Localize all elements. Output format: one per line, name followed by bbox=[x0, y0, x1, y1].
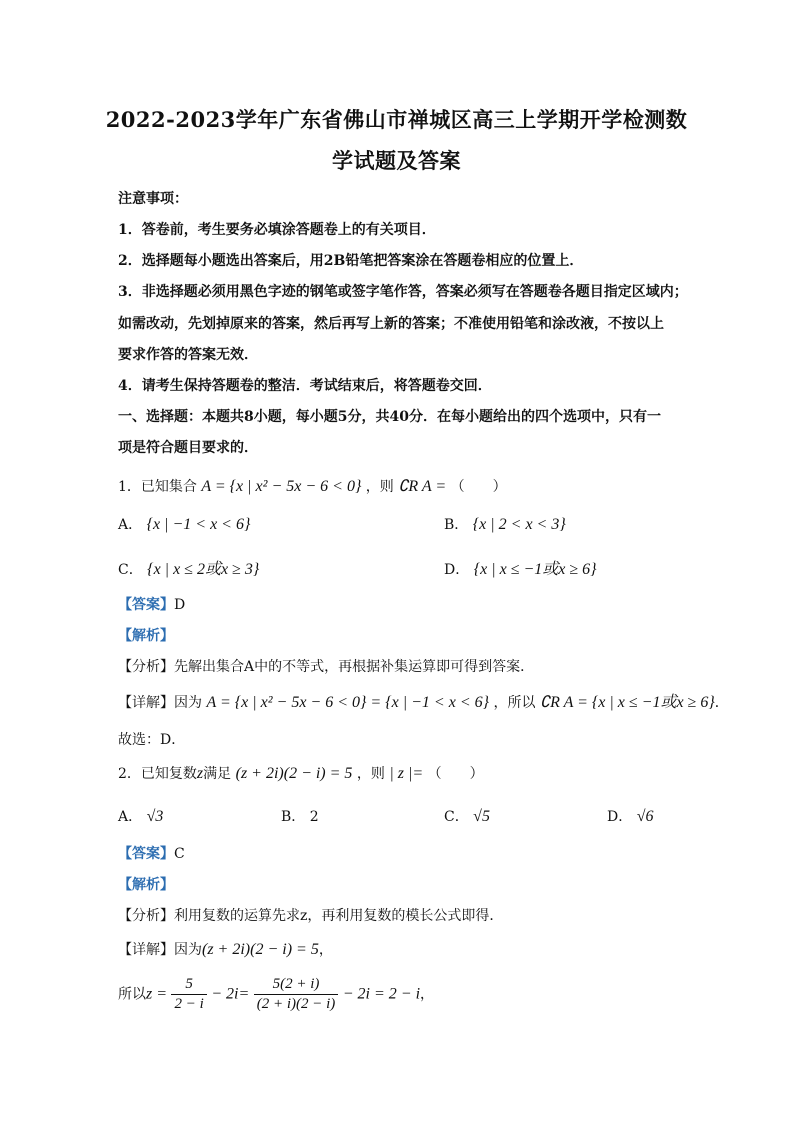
q2-fraction-2 bbox=[254, 976, 339, 1013]
note-item-1: 1．答卷前，考生要务必填涂答题卷上的有关项目． bbox=[118, 222, 436, 238]
q2-final-mid2: − 2i = 2 − i bbox=[342, 985, 421, 1003]
q2-final-equation bbox=[118, 976, 434, 1013]
q1-option-b-text: {x | 2 < x < 3} bbox=[472, 516, 566, 533]
q2-stem-prefix: 2．已知复数 bbox=[118, 766, 197, 782]
note-item-4: 4．请考生保持答题卷的整洁．考试结束后，将答题卷交回． bbox=[118, 378, 492, 394]
q2-fraction-1-numerator: 5 bbox=[171, 976, 206, 995]
q1-answer bbox=[118, 594, 185, 614]
q1-option-c bbox=[118, 556, 259, 579]
q2-final-z: z = bbox=[146, 985, 168, 1003]
q2-option-b bbox=[281, 806, 319, 826]
q2-option-d-text: √6 bbox=[636, 808, 654, 825]
notes-heading: 注意事项： bbox=[118, 191, 188, 207]
q1-detail-mid: ，所以 bbox=[493, 695, 536, 711]
q1-stem bbox=[118, 476, 507, 496]
q2-stem-mid: 满足 bbox=[203, 766, 232, 782]
page-title-line1: 2022-2023学年广东省佛山市禅城区高三上学期开学检测数 bbox=[105, 107, 688, 132]
q2-option-d-label: D． bbox=[607, 809, 633, 825]
q1-detail-prefix: 因为 bbox=[174, 695, 202, 711]
q2-option-d bbox=[607, 806, 653, 826]
q2-option-c-text: √5 bbox=[473, 808, 490, 825]
q2-fraction-2-numerator: 5(2 + i) bbox=[254, 976, 339, 995]
q1-detail-end: ． bbox=[714, 695, 729, 711]
page-title-line2: 学试题及答案 bbox=[332, 148, 461, 173]
q2-answer-tag: 【答案】 bbox=[118, 846, 174, 862]
q2-option-a bbox=[118, 806, 163, 826]
q1-detail-math2: ∁R A = {x | x ≤ −1或x ≥ 6} bbox=[539, 694, 715, 711]
q1-answer-value: D bbox=[174, 597, 186, 613]
q2-stem-var: z bbox=[196, 765, 204, 782]
q2-fraction-2-denominator: (2 + i)(2 − i) bbox=[256, 996, 336, 1012]
q2-final-mid1: − 2i= bbox=[211, 985, 250, 1003]
q1-analysis-tag: 【解析】 bbox=[118, 628, 174, 644]
q1-option-d-text: {x | x ≤ −1或x ≥ 6} bbox=[473, 561, 597, 578]
q2-detail-math: (z + 2i)(2 − i) = 5 bbox=[202, 941, 319, 958]
q2-stem bbox=[118, 763, 484, 783]
q2-detail-prefix: 因为 bbox=[174, 942, 202, 958]
q2-fraction-1-denominator: 2 − i bbox=[174, 996, 204, 1012]
q1-fenxi bbox=[118, 656, 534, 676]
q1-option-c-text: {x | x ≤ 2或x ≥ 3} bbox=[147, 561, 260, 578]
q1-conclusion: 故选：D． bbox=[118, 732, 186, 748]
q2-stem-math2: | z |= bbox=[389, 765, 424, 782]
q2-stem-suffix: （ ） bbox=[427, 766, 484, 782]
q2-detail-tag: 【详解】 bbox=[118, 942, 174, 958]
q2-final-prefix: 所以 bbox=[118, 986, 146, 1003]
q1-answer-tag: 【答案】 bbox=[118, 597, 174, 613]
q2-detail bbox=[118, 939, 333, 959]
q2-detail-end: ， bbox=[318, 942, 333, 958]
q1-detail-tag: 【详解】 bbox=[118, 695, 174, 711]
note-item-3: 3．非选择题必须用黑色字迹的钢笔或签字笔作答，答案必须写在答题卷各题目指定区域内； bbox=[118, 284, 688, 300]
q2-fraction-1 bbox=[171, 976, 206, 1013]
section1-heading-cont: 项是符合题目要求的． bbox=[118, 440, 258, 456]
q2-fenxi bbox=[118, 905, 503, 925]
section1-heading: 一、选择题：本题共8小题，每小题5分，共40分．在每小题给出的四个选项中，只有一 bbox=[118, 409, 661, 425]
q1-option-d bbox=[444, 556, 597, 579]
q2-option-c bbox=[444, 806, 490, 826]
q1-stem-math: A = {x | x² − 5x − 6 < 0} bbox=[201, 478, 362, 495]
q2-option-b-text: 2 bbox=[309, 809, 319, 825]
q1-option-a-text: {x | −1 < x < 6} bbox=[146, 516, 251, 533]
note-item-3-cont2: 要求作答的答案无效． bbox=[118, 347, 258, 363]
q1-option-c-label: C． bbox=[118, 562, 143, 578]
q1-stem-math2: ∁R A = bbox=[398, 478, 447, 495]
q1-stem-mid: ，则 bbox=[365, 479, 394, 495]
q1-stem-prefix: 1．已知集合 bbox=[118, 479, 197, 495]
q1-stem-suffix: （ ） bbox=[450, 479, 507, 495]
q1-fenxi-text: 先解出集合A中的不等式，再根据补集运算即可得到答案． bbox=[174, 659, 535, 675]
note-item-2: 2．选择题每小题选出答案后，用2B铅笔把答案涂在答题卷相应的位置上． bbox=[118, 253, 584, 269]
q2-answer-value: C bbox=[174, 846, 185, 862]
q2-fenxi-tag: 【分析】 bbox=[118, 908, 174, 924]
q1-option-b-label: B． bbox=[444, 517, 469, 533]
q1-detail-math: A = {x | x² − 5x − 6 < 0} = {x | −1 < x < 6} bbox=[206, 694, 490, 711]
q2-analysis bbox=[118, 874, 174, 894]
q1-option-d-label: D． bbox=[444, 562, 470, 578]
note-item-3-cont1: 如需改动，先划掉原来的答案，然后再写上新的答案；不准使用铅笔和涂改液，不按以上 bbox=[118, 316, 664, 332]
q2-analysis-tag: 【解析】 bbox=[118, 877, 174, 893]
q1-option-a-label: A． bbox=[118, 517, 143, 533]
q2-option-a-text: √3 bbox=[146, 808, 164, 825]
q1-option-a bbox=[118, 514, 250, 534]
q1-detail bbox=[118, 689, 729, 712]
q1-analysis bbox=[118, 625, 174, 645]
q2-option-c-label: C． bbox=[444, 809, 469, 825]
q1-fenxi-tag: 【分析】 bbox=[118, 659, 174, 675]
q2-answer bbox=[118, 843, 185, 863]
q2-stem-mid2: ，则 bbox=[356, 766, 385, 782]
q2-option-a-label: A． bbox=[118, 809, 143, 825]
q2-final-end: ， bbox=[420, 986, 435, 1003]
q2-stem-math: (z + 2i)(2 − i) = 5 bbox=[235, 765, 353, 782]
q2-option-b-label: B． bbox=[281, 809, 306, 825]
q2-fenxi-text: 利用复数的运算先求z，再利用复数的模长公式即得． bbox=[174, 908, 504, 924]
q1-option-b bbox=[444, 514, 566, 534]
